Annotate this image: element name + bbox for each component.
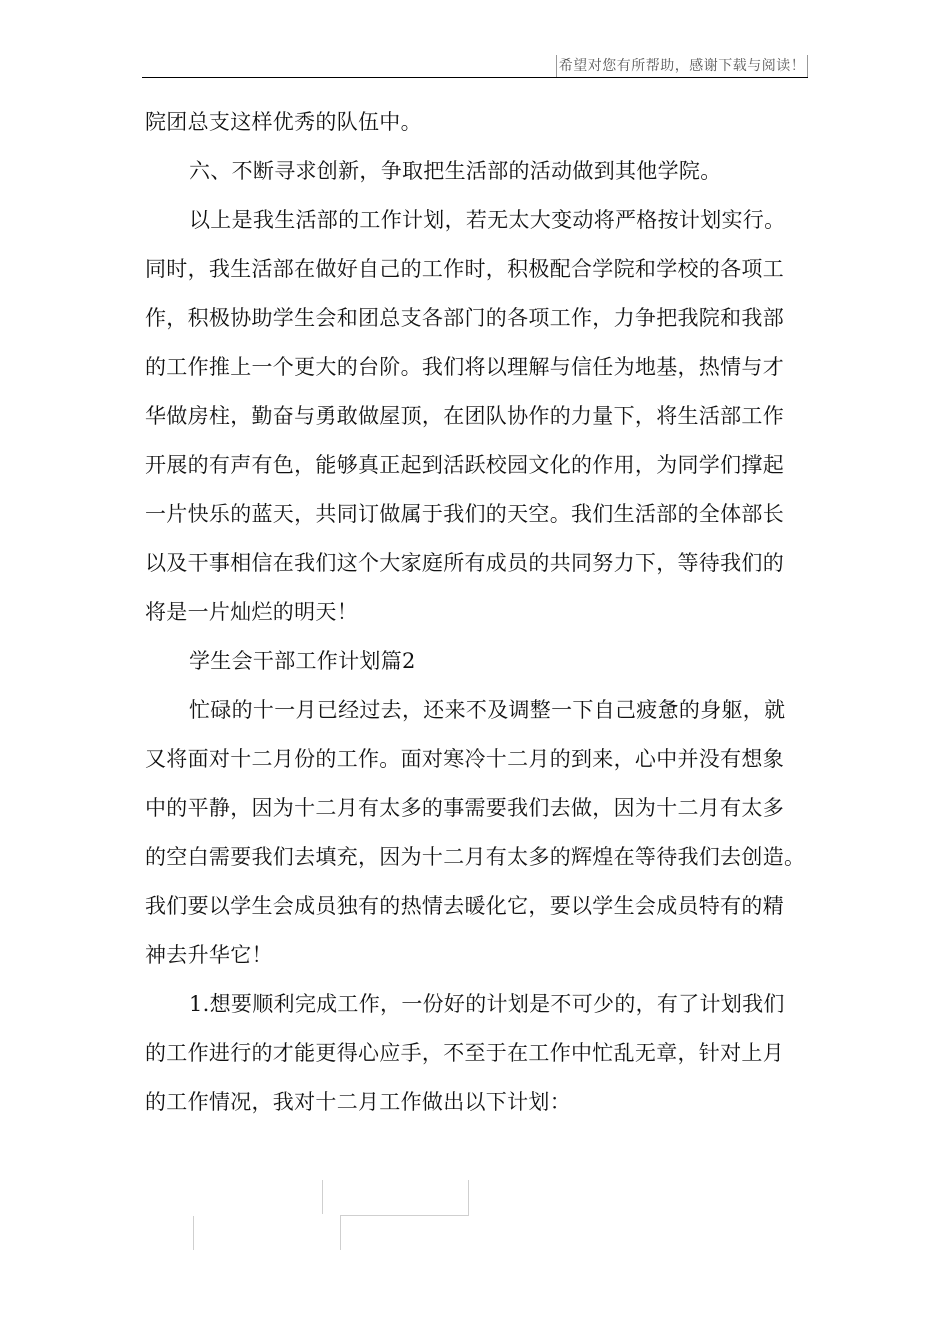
- text-line: 开展的有声有色，能够真正起到活跃校园文化的作用，为同学们撑起: [145, 453, 784, 477]
- text-line: 华做房柱，勤奋与勇敢做屋顶，在团队协作的力量下，将生活部工作: [145, 404, 784, 428]
- header-note: 希望对您有所帮助，感谢下载与阅读！: [556, 55, 808, 77]
- text-line: 的空白需要我们去填充，因为十二月有太多的辉煌在等待我们去创造。: [145, 845, 806, 869]
- section-heading: 学生会干部工作计划篇2: [189, 649, 416, 673]
- table-border-line: [322, 1180, 323, 1214]
- text-line: 的工作推上一个更大的台阶。我们将以理解与信任为地基，热情与才: [145, 355, 784, 379]
- text-line: 同时，我生活部在做好自己的工作时，积极配合学院和学校的各项工: [145, 257, 784, 281]
- text-line: 以上是我生活部的工作计划，若无太大变动将严格按计划实行。: [189, 208, 786, 232]
- text-line: 一片快乐的蓝天，共同订做属于我们的天空。我们生活部的全体部长: [145, 502, 784, 526]
- text-line: 六、不断寻求创新，争取把生活部的活动做到其他学院。: [189, 159, 722, 183]
- text-line: 的工作进行的才能更得心应手，不至于在工作中忙乱无章，针对上月: [145, 1041, 784, 1065]
- table-border-line: [468, 1180, 469, 1216]
- text-line: 神去升华它！: [145, 943, 273, 967]
- text-line: 1.想要顺利完成工作，一份好的计划是不可少的，有了计划我们: [189, 992, 785, 1016]
- text-line: 的工作情况，我对十二月工作做出以下计划：: [145, 1090, 571, 1114]
- table-border-line: [193, 1216, 194, 1250]
- text-line: 忙碌的十一月已经过去，还来不及调整一下自己疲惫的身躯，就: [189, 698, 786, 722]
- text-line: 院团总支这样优秀的队伍中。: [145, 110, 422, 134]
- table-border-line: [340, 1215, 469, 1216]
- text-line: 将是一片灿烂的明天！: [145, 600, 358, 624]
- text-line: 又将面对十二月份的工作。面对寒冷十二月的到来，心中并没有想象: [145, 747, 784, 771]
- table-border-line: [340, 1216, 341, 1250]
- header-rule: [142, 77, 808, 78]
- text-line: 中的平静，因为十二月有太多的事需要我们去做，因为十二月有太多: [145, 796, 784, 820]
- text-line: 作，积极协助学生会和团总支各部门的各项工作，力争把我院和我部: [145, 306, 784, 330]
- text-line: 以及干事相信在我们这个大家庭所有成员的共同努力下，等待我们的: [145, 551, 784, 575]
- text-line: 我们要以学生会成员独有的热情去暖化它，要以学生会成员特有的精: [145, 894, 784, 918]
